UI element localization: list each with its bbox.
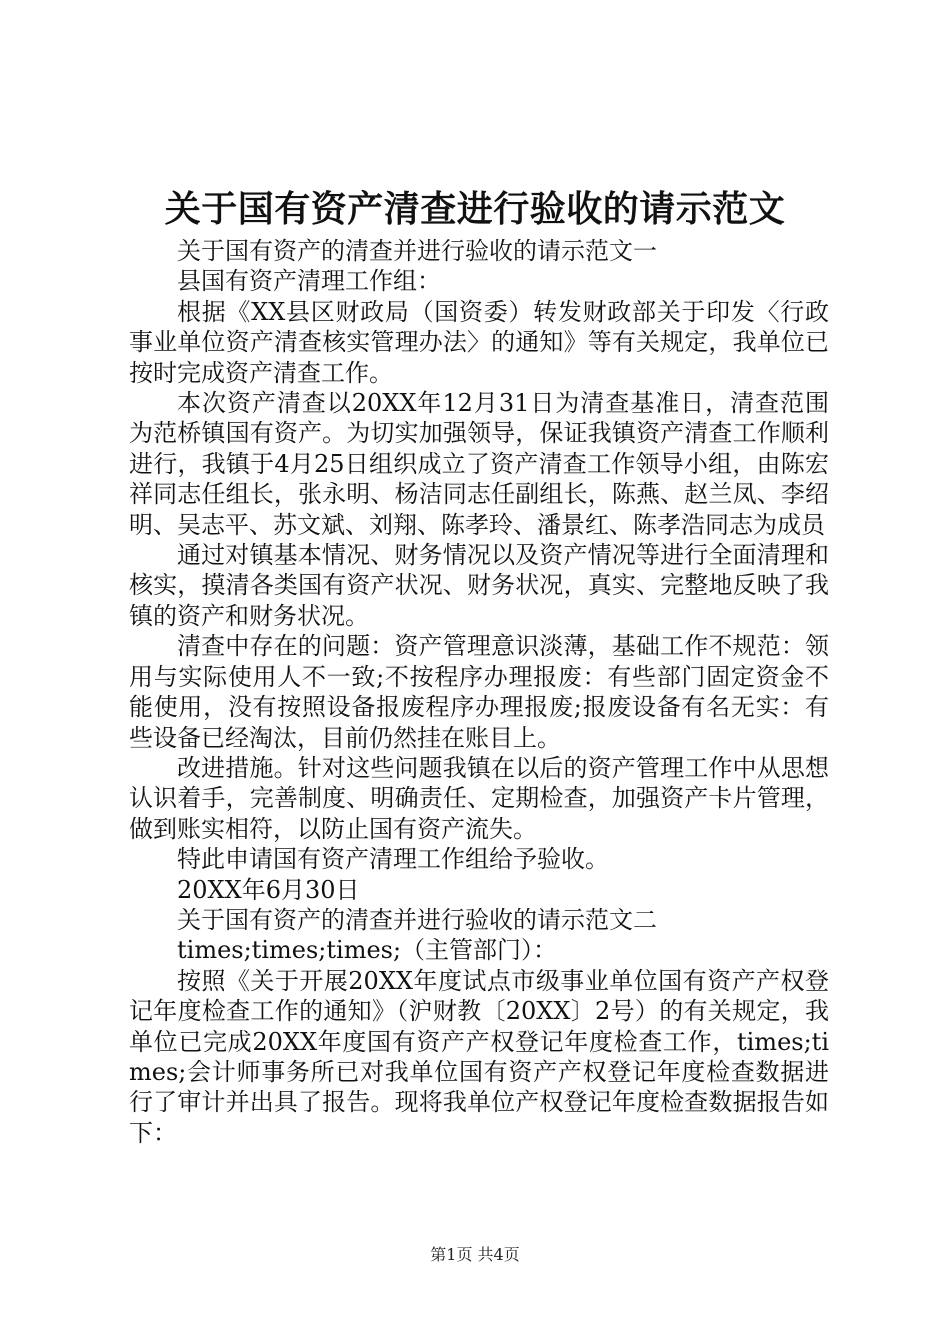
paragraph: 改进措施。针对这些问题我镇在以后的资产管理工作中从思想认识着手，完善制度、明确责任、定期检查，加强资产卡片管理，做到账实相符，以防止国有资产流失。 bbox=[129, 753, 829, 843]
page-number: 第1页 共4页 bbox=[430, 1245, 520, 1264]
paragraph: 按照《关于开展20XX年度试点市级事业单位国有资产产权登记年度检查工作的通知》（沪财教〔20XX〕2号）的有关规定，我单位已完成20XX年度国有资产产权登记年度检查工作，times;times;会计师事务所已对我单位国有资产产权登记年度检查数据进行了审计并出具了报告。现将我单位产权登记年度检查数据报告如下： bbox=[129, 966, 829, 1147]
paragraph: times;times;times;（主管部门）： bbox=[177, 936, 558, 965]
paragraph: 本次资产清查以20XX年12月31日为清查基准日，清查范围为范桥镇国有资产。为切实加强领导，保证我镇资产清查工作顺利进行，我镇于4月25日组织成立了资产清查工作领导小组，由陈宏祥同志任组长，张永明、杨洁同志任副组长，陈燕、赵兰凤、李绍明、吴志平、苏文斌、刘翔、陈孝玲、潘景红、陈孝浩同志为成员 bbox=[129, 389, 829, 539]
paragraph: 通过对镇基本情况、财务情况以及资产情况等进行全面清理和核实，摸清各类国有资产状况、财务状况，真实、完整地反映了我镇的资产和财务状况。 bbox=[129, 541, 829, 630]
paragraph: 根据《XX县区财政局（国资委）转发财政部关于印发〈行政事业单位资产清查核实管理办法〉的通知》等有关规定，我单位已按时完成资产清查工作。 bbox=[129, 297, 829, 387]
paragraph: 关于国有资产的清查并进行验收的请示范文二 bbox=[177, 905, 657, 934]
date-line: 20XX年6月30日 bbox=[177, 875, 360, 904]
document-body bbox=[129, 236, 829, 1148]
paragraph: 县国有资产清理工作组： bbox=[177, 267, 441, 296]
document-title: 关于国有资产清查进行验收的请示范文 bbox=[164, 188, 786, 230]
paragraph: 关于国有资产的清查并进行验收的请示范文一 bbox=[177, 237, 657, 265]
paragraph: 清查中存在的问题：资产管理意识淡薄，基础工作不规范：领用与实际使用人不一致;不按程序办理报废：有些部门固定资金不能使用，没有按照设备报废程序办理报废;报废设备有名无实：有些设备已经淘汰，目前仍然挂在账目上。 bbox=[129, 632, 829, 752]
paragraph: 特此申请国有资产清理工作组给予验收。 bbox=[177, 845, 609, 874]
